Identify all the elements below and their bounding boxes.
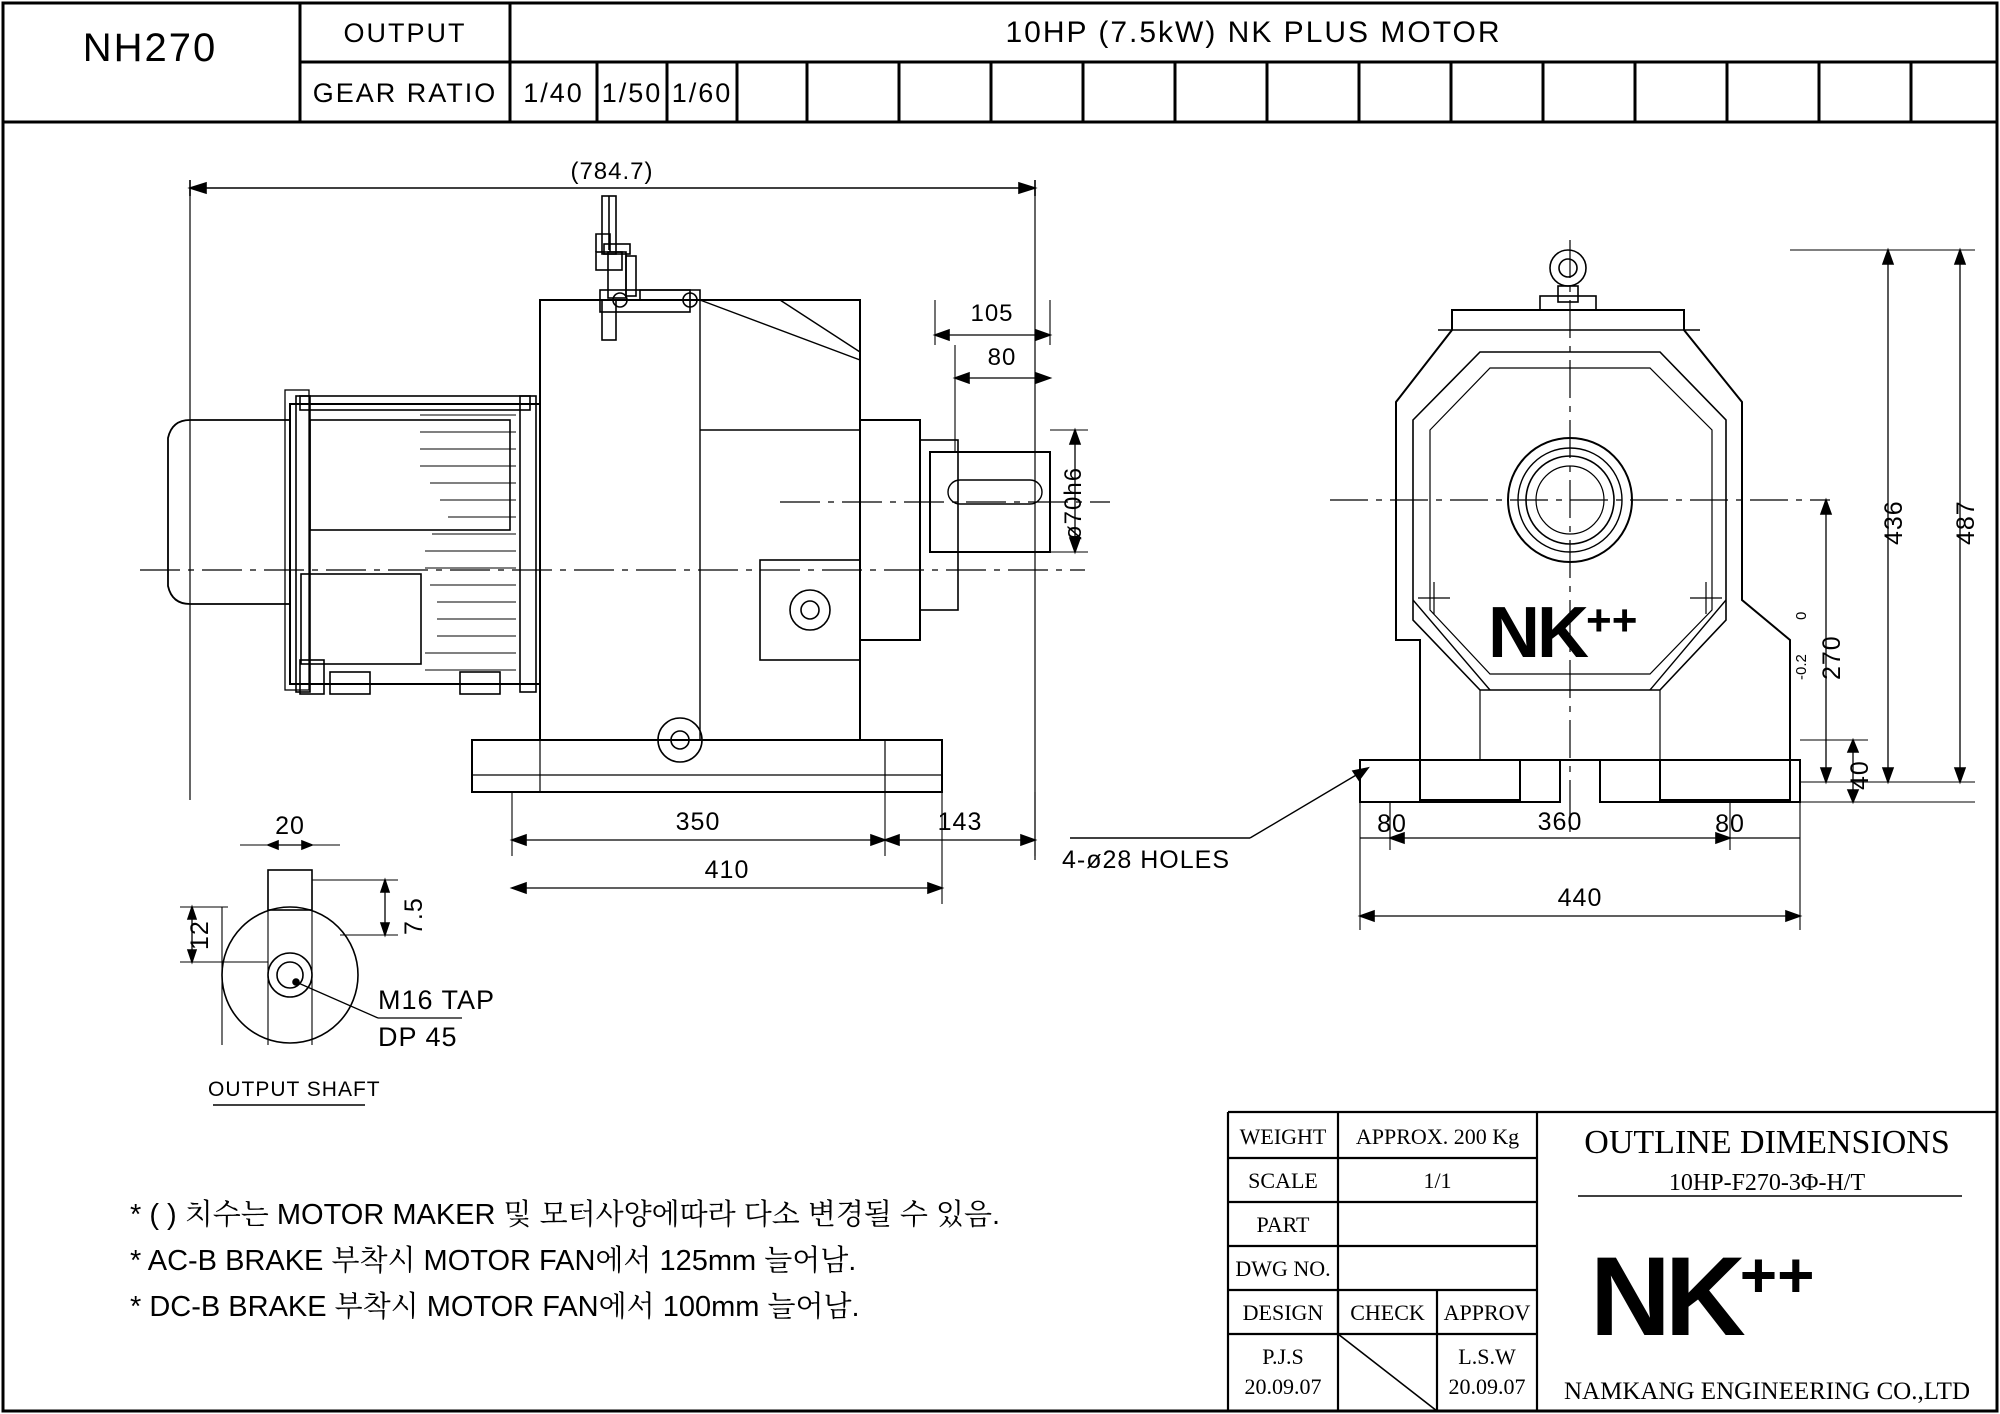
dim-foot-offset-left: 80 (1377, 810, 1407, 838)
dim-key-depth: 12 (186, 920, 214, 950)
side-view-geometry (140, 180, 1110, 904)
tap-spec: M16 TAP (378, 985, 496, 1015)
tb-label-approv: APPROV (1443, 1300, 1531, 1325)
output-shaft-caption: OUTPUT SHAFT (208, 1078, 381, 1101)
tb-label-design: DESIGN (1242, 1300, 1324, 1325)
dim-360: 360 (1537, 808, 1583, 836)
dim-270-tol-upper: 0 (1793, 611, 1810, 620)
tb-design-name: P.J.S (1262, 1344, 1304, 1369)
gear-ratio-1: 1/40 (523, 78, 584, 108)
tb-label-weight: WEIGHT (1239, 1124, 1327, 1149)
note-1: * ( ) 치수는 MOTOR MAKER 및 모터사양에따라 다소 변경될 수 있음. (130, 1199, 1001, 1231)
tap-depth: DP 45 (378, 1022, 458, 1052)
dim-key-height: 7.5 (400, 897, 428, 935)
output-value: 10HP (7.5kW) NK PLUS MOTOR (1005, 16, 1502, 49)
tb-value-scale: 1/1 (1423, 1168, 1452, 1193)
nk-logo-housing (1488, 592, 1637, 674)
dim-foot-offset-right: 80 (1715, 810, 1745, 838)
dim-270-tol-lower: -0.2 (1793, 654, 1810, 680)
gear-ratio-2: 1/50 (601, 78, 663, 108)
tb-title: OUTLINE DIMENSIONS (1584, 1124, 1950, 1161)
tb-label-check: CHECK (1350, 1300, 1425, 1325)
output-label: OUTPUT (343, 18, 467, 48)
holes-note: 4-ø28 HOLES (1062, 846, 1231, 874)
dim-410: 410 (704, 856, 750, 884)
gear-ratio-3: 1/60 (671, 78, 733, 108)
tb-logo (1590, 1232, 1815, 1361)
dim-270: 270 (1818, 635, 1846, 680)
dim-shaft-diameter: ø70h6 (1060, 466, 1087, 540)
tb-approv-name: L.S.W (1458, 1344, 1516, 1369)
tb-label-part: PART (1256, 1212, 1310, 1237)
tb-design-date: 20.09.07 (1244, 1374, 1322, 1399)
dim-shaft-length: 105 (970, 300, 1014, 327)
tb-logo-plus: ++ (1739, 1239, 1815, 1311)
dim-487: 487 (1952, 500, 1980, 545)
dim-436: 436 (1880, 500, 1908, 545)
tb-approv-date: 20.09.07 (1448, 1374, 1526, 1399)
dim-foot-thickness: 40 (1846, 760, 1874, 790)
dim-440: 440 (1557, 884, 1603, 912)
nk-logo-plus: ++ (1586, 596, 1638, 645)
tb-value-weight: APPROX. 200 Kg (1355, 1124, 1520, 1149)
tb-logo-mark: NK (1590, 1234, 1740, 1359)
model-number: NH270 (82, 26, 218, 70)
note-2: * AC-B BRAKE 부착시 MOTOR FAN에서 125mm 늘어남. (130, 1245, 857, 1277)
nk-logo-mark: NK (1488, 593, 1586, 673)
tb-subtitle: 10HP-F270-3Φ-H/T (1668, 1170, 1866, 1196)
dim-350: 350 (675, 808, 721, 836)
dim-143: 143 (937, 808, 983, 836)
tb-label-dwgno: DWG NO. (1235, 1256, 1331, 1281)
dim-overall-length: (784.7) (570, 158, 654, 185)
dim-shaft-key-length: 80 (987, 344, 1017, 371)
tb-label-scale: SCALE (1248, 1168, 1318, 1193)
note-3: * DC-B BRAKE 부착시 MOTOR FAN에서 100mm 늘어남. (130, 1291, 860, 1323)
output-shaft-detail (180, 841, 462, 1105)
tb-company: NAMKANG ENGINEERING CO.,LTD (1564, 1378, 1970, 1405)
gear-ratio-label: GEAR RATIO (312, 78, 498, 108)
dim-key-width: 20 (275, 812, 305, 840)
